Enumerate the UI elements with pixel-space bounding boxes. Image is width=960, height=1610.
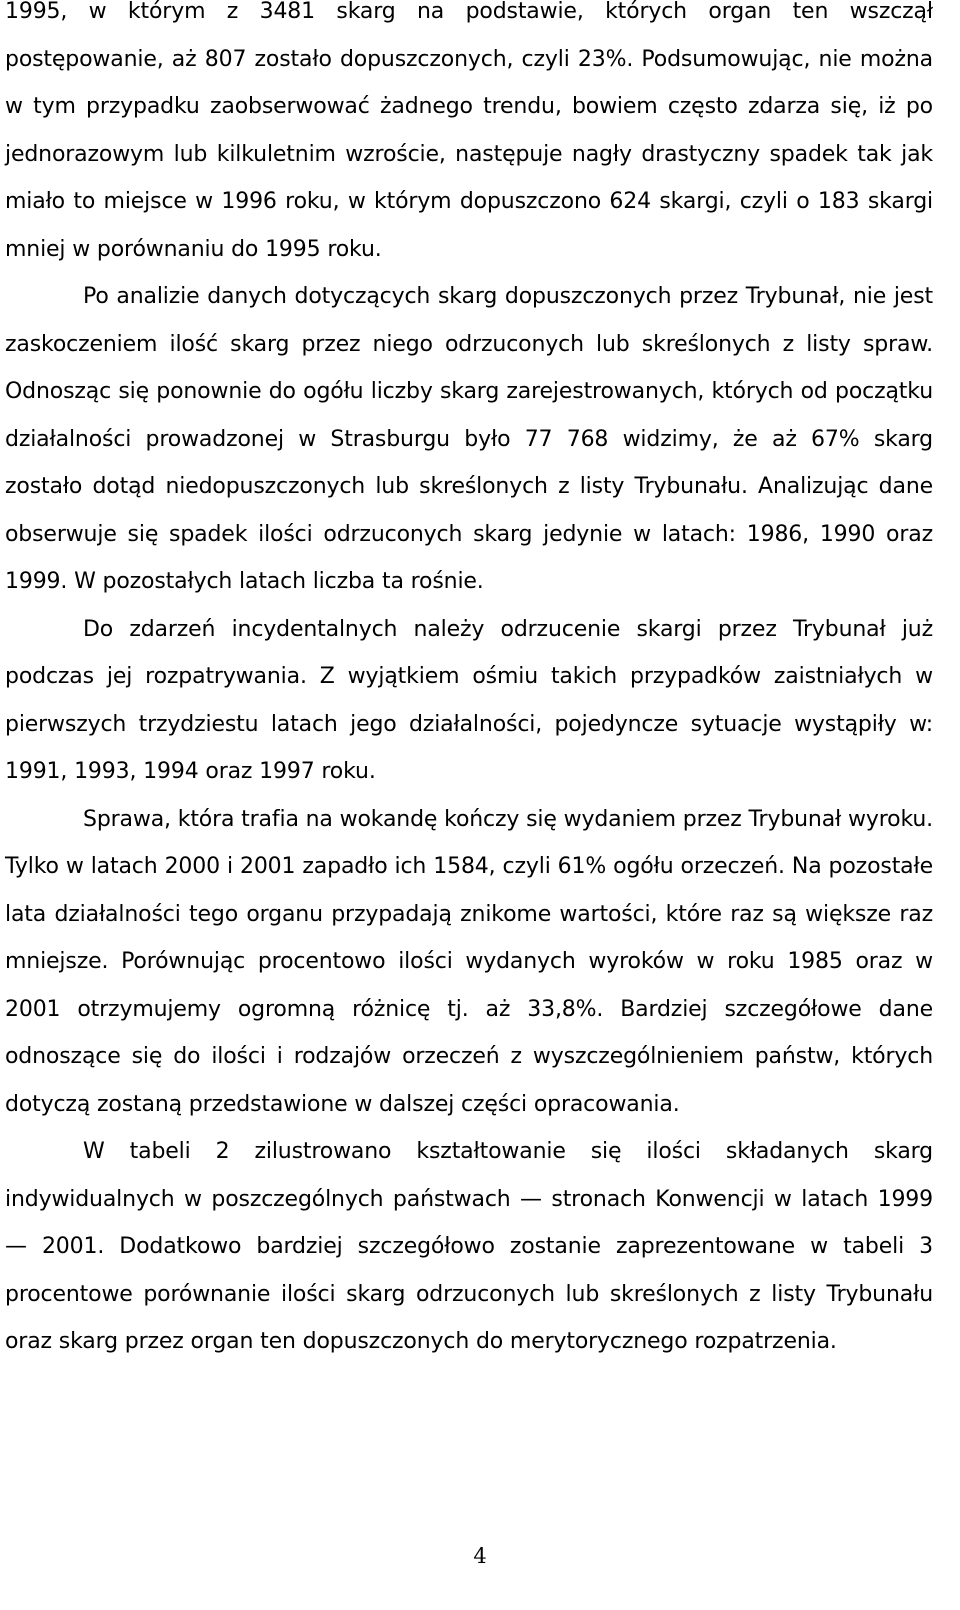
paragraph-2: Po analizie danych dotyczących skarg dopuszczonych przez Trybunał, nie jest zaskoczeniem ilość skarg przez niego odrzuconych lub skreślonych z listy spraw. Odnosząc się ponownie do ogółu liczby skarg zarejestrowanych, których od początku działalności prowadzonej w Strasburgu było 77 768 widzimy, że aż 67% skarg zostało dotąd niedopuszczonych lub skreślonych z listy Trybunału. Analizując dane obserwuje się spadek ilości odrzuconych skarg jedynie w latach: 1986, 1990 oraz 1999. W pozostałych latach liczba ta rośnie.	[5, 284, 933, 594]
paragraph-4: Sprawa, która trafia na wokandę kończy się wydaniem przez Trybunał wyroku. Tylko w latach 2000 i 2001 zapadło ich 1584, czyli 61% ogółu orzeczeń. Na pozostałe lata działalności tego organu przypadają znikome wartości, które raz są większe raz mniejsze. Porównując procentowo ilości wydanych wyroków w roku 1985 oraz w 2001 otrzymujemy ogromną różnicę tj. aż 33,8%. Bardziej szczegółowe dane odnoszące się do ilości i rodzajów orzeczeń z wyszczególnieniem państw, których dotyczą zostaną przedstawione w dalszej części opracowania.	[5, 806, 933, 1117]
page-number: 4	[473, 1544, 487, 1568]
document-page	[5, 0, 933, 1366]
paragraph-3: Do zdarzeń incydentalnych należy odrzucenie skargi przez Trybunał już podczas jej rozpatrywania. Z wyjątkiem ośmiu takich przypadków zaistniałych w pierwszych trzydziestu latach jego działalności, pojedyncze sytuacje wystąpiły w: 1991, 1993, 1994 oraz 1997 roku.	[5, 616, 933, 784]
paragraph-5: W tabeli 2 zilustrowano kształtowanie się ilości składanych skarg indywidualnych w poszczególnych państwach — stronach Konwencji w latach 1999 — 2001. Dodatkowo bardziej szczegółowo zostanie zaprezentowane w tabeli 3 procentowe porównanie ilości skarg odrzuconych lub skreślonych z listy Trybunału oraz skarg przez organ ten dopuszczonych do merytorycznego rozpatrzenia.	[5, 1139, 933, 1354]
paragraph-1: 1995, w którym z 3481 skarg na podstawie, których organ ten wszczął postępowanie, aż 807 zostało dopuszczonych, czyli 23%. Podsumowując, nie można w tym przypadku zaobserwować żadnego trendu, bowiem często zdarza się, iż po jednorazowym lub kilkuletnim wzroście, następuje nagły drastyczny spadek tak jak miało to miejsce w 1996 roku, w którym dopuszczono 624 skargi, czyli o 183 skargi mniej w porównaniu do 1995 roku.	[5, 0, 933, 262]
